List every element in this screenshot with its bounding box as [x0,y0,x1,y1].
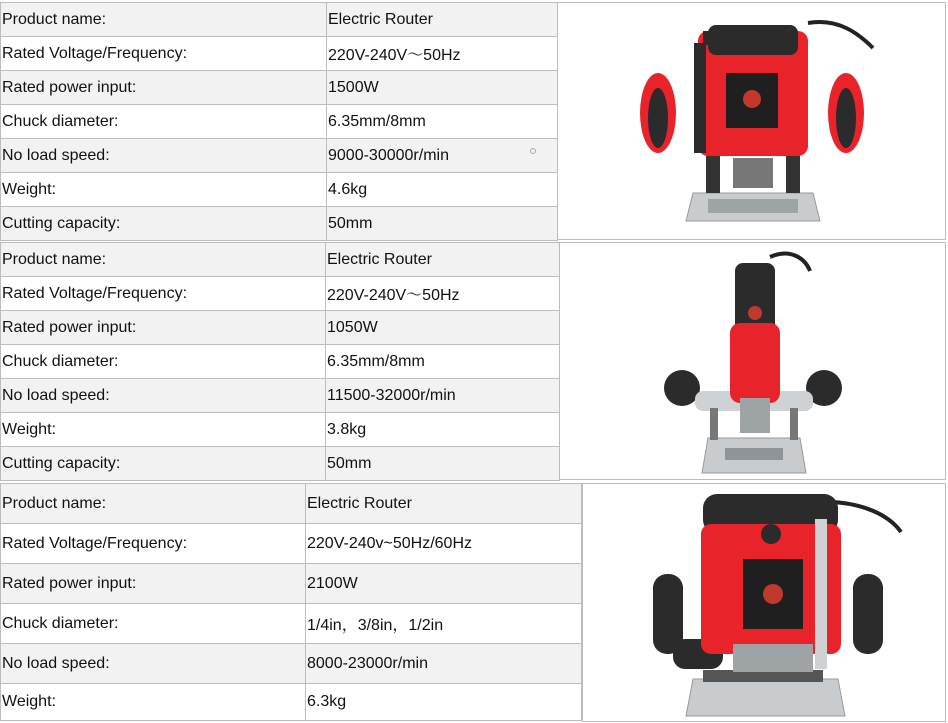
spec-value: 8000-23000r/min [306,644,582,684]
spec-label: Rated Voltage/Frequency: [1,524,306,564]
table-row [1,644,582,684]
spec-table-2 [0,242,560,481]
table-row [1,684,582,721]
table-row [1,379,560,413]
spec-value: 4.6kg [327,173,558,207]
spec-value: 6.3kg [306,684,582,721]
spec-label: Chuck diameter: [1,604,306,644]
spec-value: Electric Router [326,243,560,277]
spec-label: Chuck diameter: [1,105,327,139]
spec-label: No load speed: [1,644,306,684]
spec-value: Electric Router [327,3,558,37]
spec-label: Product name: [1,243,326,277]
spec-value: 6.35mm/8mm [326,345,560,379]
table-row [1,524,582,564]
spec-value: 1/4in，3/8in，1/2in [306,604,582,644]
spec-label: Rated power input: [1,311,326,345]
product-photo-router-2100w [582,483,946,722]
table-row [1,37,558,71]
table-row [1,173,558,207]
stray-dot [530,148,536,154]
spec-label: No load speed: [1,379,326,413]
table-row [1,345,560,379]
table-row [1,564,582,604]
spec-label: Chuck diameter: [1,345,326,379]
spec-label: Rated Voltage/Frequency: [1,277,326,311]
spec-label: Rated Voltage/Frequency: [1,37,327,71]
spec-label: Weight: [1,684,306,721]
table-row [1,243,560,277]
spec-value: 50mm [326,447,560,481]
spec-value: 3.8kg [326,413,560,447]
table-row [1,139,558,173]
spec-value: 1050W [326,311,560,345]
spec-value: 2100W [306,564,582,604]
spec-value: 220V-240V～50Hz [327,37,558,71]
spec-label: Cutting capacity: [1,447,326,481]
spec-label: Rated power input: [1,71,327,105]
spec-block-1 [0,2,948,240]
table-row [1,105,558,139]
table-row [1,3,558,37]
spec-value: 1500W [327,71,558,105]
spec-label: Weight: [1,413,326,447]
table-row [1,413,560,447]
spec-label: Rated power input: [1,564,306,604]
spec-value: 220V-240v~50Hz/60Hz [306,524,582,564]
table-row [1,71,558,105]
table-row [1,311,560,345]
table-row [1,207,558,241]
table-row [1,604,582,644]
spec-table-1 [0,2,558,241]
spec-table-3 [0,483,582,721]
spec-value: 9000-30000r/min [327,139,558,173]
spec-label: Weight: [1,173,327,207]
table-row [1,447,560,481]
product-photo-router-1050w [559,242,946,480]
spec-value: 11500-32000r/min [326,379,560,413]
spec-block-2 [0,242,948,480]
spec-label: Product name: [1,484,306,524]
table-row [1,484,582,524]
table-row [1,277,560,311]
spec-label: Product name: [1,3,327,37]
spec-value: 50mm [327,207,558,241]
spec-value: 220V-240V～50Hz [326,277,560,311]
spec-value: 6.35mm/8mm [327,105,558,139]
spec-block-3 [0,483,948,722]
spec-value: Electric Router [306,484,582,524]
spec-label: No load speed: [1,139,327,173]
product-photo-router-1500w [557,2,946,240]
spec-label: Cutting capacity: [1,207,327,241]
